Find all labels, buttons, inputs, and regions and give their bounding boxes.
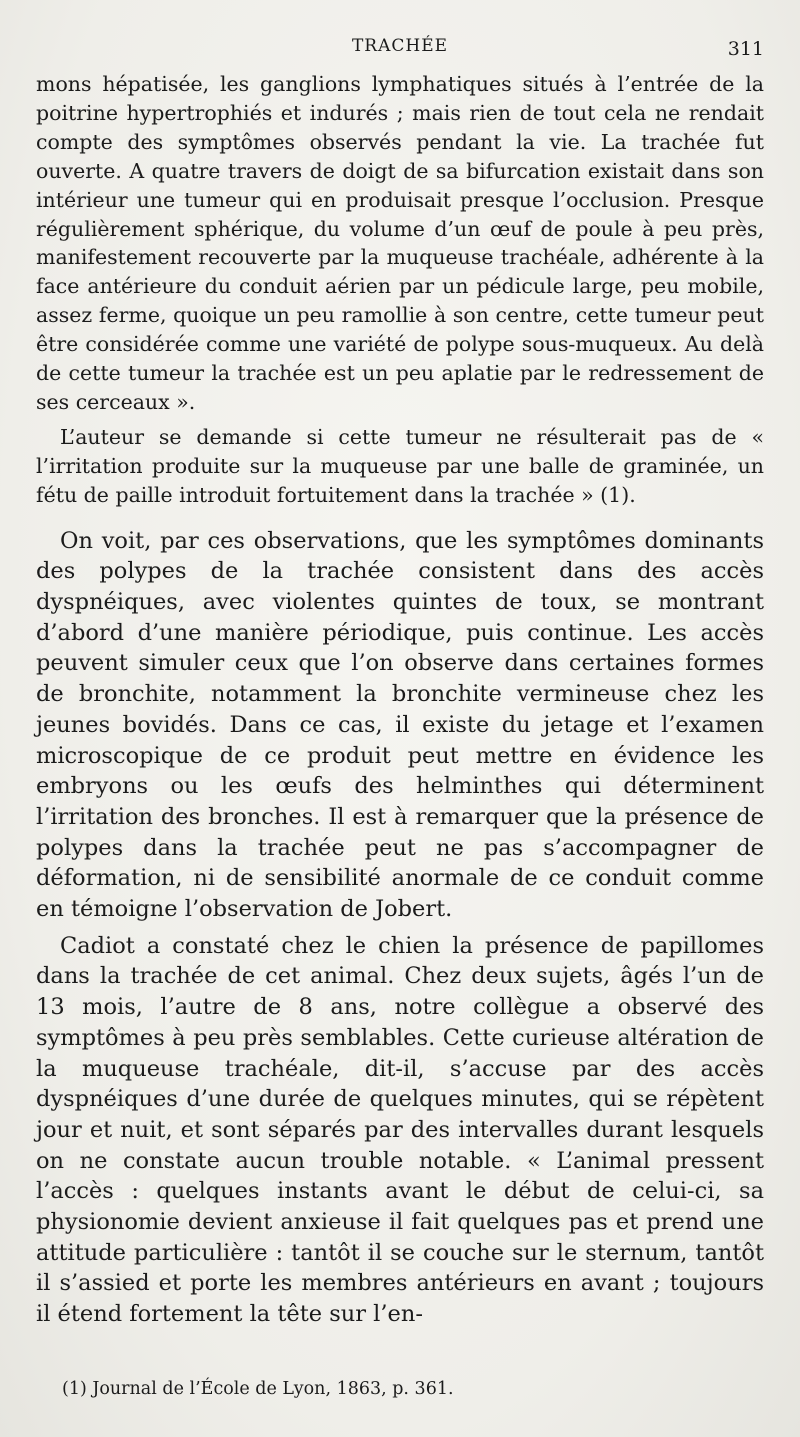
paragraph-symptoms: On voit, par ces observations, que les symptômes dominants des polypes de la trachée consistent dans des accès dyspnéiques, avec violentes quintes de toux, se montrant d’abord d’une manière périodique, puis continue. Les accès peuvent simuler ceux que l’on observe dans certaines formes de bronchite, notamment la bronchite vermineuse chez les jeunes bovidés. Dans ce cas, il existe du jetage et l’examen microscopique de ce produit peut mettre en évidence les embryons ou les œufs des helminthes qui déterminent l’irritation des bronches. Il est à remarquer que la présence de polypes dans la trachée peut ne pas s’accompagner de déformation, ni de sensibilité anormale de ce conduit comme en témoigne l’observation de Jobert. — [36, 527, 764, 923]
body-text — [36, 70, 764, 1330]
running-head: TRACHÉE — [351, 36, 449, 56]
footnote: (1) Journal de l’École de Lyon, 1863, p. 361. — [62, 1379, 454, 1399]
paragraph-cadiot: Cadiot a constaté chez le chien la présence de papillomes dans la trachée de cet animal. Chez deux sujets, âgés l’un de 13 mois, l’autre de 8 ans, notre collègue a observé des symptômes à peu près semblables. Cette curieuse altération de la muqueuse trachéale, dit-il, s’accuse par des accès dyspnéiques d’une durée de quelques minutes, qui se répètent jour et nuit, et sont séparés par des intervalles durant lesquels on ne constate aucun trouble notable. « L’animal pressent l’accès : quelques instants avant le début de celui-ci, sa physionomie devient anxieuse il fait quelques pas et prend une attitude particulière : tantôt il se couche sur le sternum, tantôt il s’assied et porte les membres antérieurs en avant ; toujours il étend fortement la tête sur l’en- — [36, 932, 764, 1328]
page-number: 311 — [727, 38, 764, 60]
paragraph-continued-quote: mons hépatisée, les ganglions lymphatiques situés à l’entrée de la poitrine hypertrophiés et indurés ; mais rien de tout cela ne rendait compte des symptômes observés pendant la vie. La trachée fut ouverte. A quatre travers de doigt de sa bifurcation existait dans son intérieur une tumeur qui en produisait presque l’occlusion. Presque régulièrement sphérique, du volume d’un œuf de poule à peu près, manifestement recouverte par la muqueuse trachéale, adhérente à la face antérieure du conduit aérien par un pédicule large, peu mobile, assez ferme, quoique un peu ramollie à son centre, cette tumeur peut être considérée comme une variété de polype sous-muqueux. Au delà de cette tumeur la trachée est un peu aplatie par le redressement de ses cerceaux ». — [36, 72, 764, 414]
paragraph-author-remark: L’auteur se demande si cette tumeur ne résulterait pas de « l’irritation produite sur la muqueuse par une balle de graminée, un fétu de paille introduit fortuitement dans la trachée » (1). — [36, 424, 764, 507]
page-header — [36, 34, 764, 62]
